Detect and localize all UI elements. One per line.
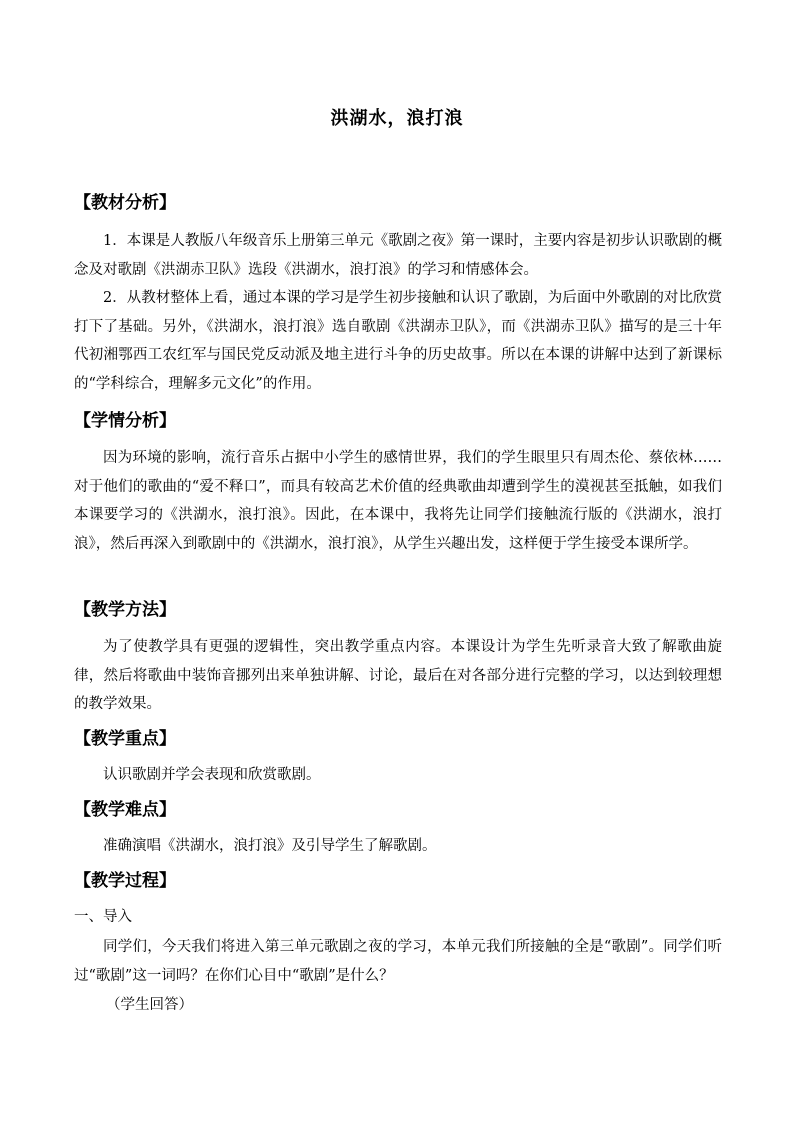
section-heading-student-analysis: 【学情分析】 xyxy=(74,411,176,431)
section-heading-teaching-process: 【教学过程】 xyxy=(74,871,176,891)
paragraph-textbook-analysis-1: 1．本课是人教版八年级音乐上册第三单元《歌剧之夜》第一课时，主要内容是初步认识歌剧的概念及对歌剧《洪湖赤卫队》选段《洪湖水，浪打浪》的学习和情感体会。 xyxy=(74,233,722,278)
section-heading-key-points: 【教学重点】 xyxy=(74,729,176,749)
paragraph-student-analysis: 因为环境的影响，流行音乐占据中小学生的感情世界，我们的学生眼里只有周杰伦、蔡依林……对于他们的歌曲的“爱不释口”，而具有较高艺术价值的经典歌曲却遭到学生的漠视甚至抵触，如我们本课要学习的《洪湖水，浪打浪》。因此，在本课中，我将先让同学们接触流行版的《洪湖水，浪打浪》，然后再深入到歌剧中的《洪湖水，浪打浪》，从学生兴趣出发，这样便于学生接受本课所学。 xyxy=(74,450,722,552)
document-title: 洪湖水，浪打浪 xyxy=(330,108,464,129)
section-heading-textbook-analysis: 【教材分析】 xyxy=(74,193,176,213)
paragraph-introduction: 同学们，今天我们将进入第三单元歌剧之夜的学习，本单元我们所接触的全是“歌剧”。同学们听过“歌剧”这一词吗？在你们心目中“歌剧”是什么？ xyxy=(74,939,722,984)
paragraph-teaching-method: 为了使教学具有更强的逻辑性，突出教学重点内容。本课设计为学生先听录音大致了解歌曲旋律，然后将歌曲中装饰音挪列出来单独讲解、讨论，最后在对各部分进行完整的学习，以达到较理想的教学效果。 xyxy=(74,639,722,712)
note-student-answer: （学生回答） xyxy=(106,997,193,1013)
subheading-introduction: 一、导入 xyxy=(74,909,132,925)
section-heading-teaching-method: 【教学方法】 xyxy=(74,600,176,620)
section-heading-difficulties: 【教学难点】 xyxy=(74,800,176,820)
paragraph-difficulties: 准确演唱《洪湖水，浪打浪》及引导学生了解歌剧。 xyxy=(103,838,437,854)
paragraph-textbook-analysis-2: 2．从教材整体上看，通过本课的学习是学生初步接触和认识了歌剧，为后面中外歌剧的对比欣赏打下了基础。另外，《洪湖水，浪打浪》选自歌剧《洪湖赤卫队》，而《洪湖赤卫队》描写的是三十年代初湘鄂西工农红军与国民党反动派及地主进行斗争的历史故事。所以在本课的讲解中达到了新课标的“学科综合，理解多元文化”的作用。 xyxy=(74,290,722,392)
paragraph-key-points: 认识歌剧并学会表现和欣赏歌剧。 xyxy=(103,767,321,783)
